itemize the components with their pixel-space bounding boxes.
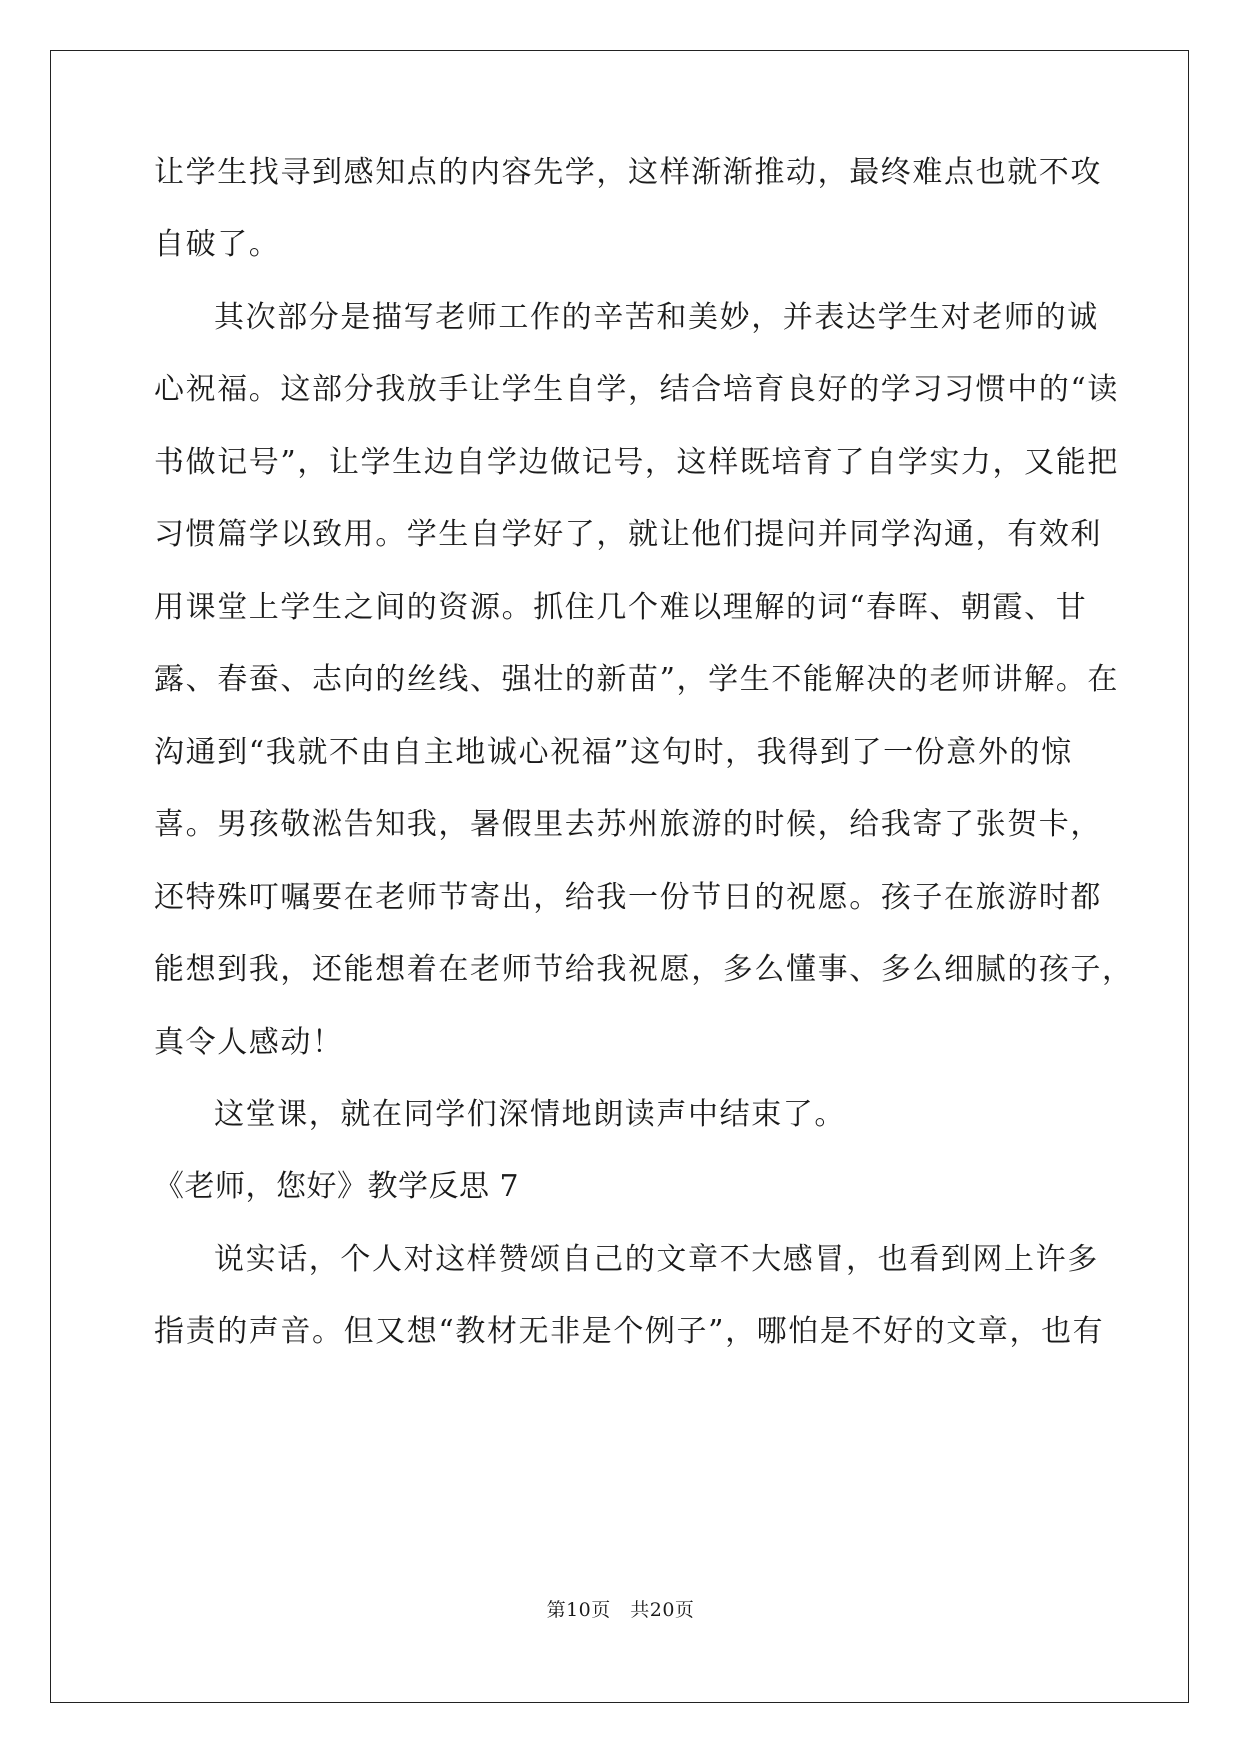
text-line: 自破了。	[154, 227, 281, 262]
section-heading: 《老师，您好》教学反思 7	[154, 1169, 520, 1204]
text-line: 这堂课，就在同学们深情地朗读声中结束了。	[214, 1097, 846, 1132]
text-line: 还特殊叮嘱要在老师节寄出，给我一份节日的祝愿。孩子在旅游时都	[154, 880, 1102, 915]
text-line: 真令人感动！	[154, 1025, 344, 1060]
text-line: 用课堂上学生之间的资源。抓住几个难以理解的词“春晖、朝霞、甘	[154, 590, 1088, 625]
text-line: 其次部分是描写老师工作的辛苦和美妙，并表达学生对老师的诚	[214, 300, 1099, 335]
text-line: 指责的声音。但又想“教材无非是个例子”，哪怕是不好的文章，也有	[154, 1314, 1105, 1349]
text-line: 沟通到“我就不由自主地诚心祝福”这句时，我得到了一份意外的惊	[154, 735, 1073, 770]
text-line: 让学生找寻到感知点的内容先学，这样渐渐推动，最终难点也就不攻	[154, 155, 1102, 190]
text-line: 露、春蚕、志向的丝线、强壮的新苗”，学生不能解决的老师讲解。在	[154, 662, 1119, 697]
text-line: 习惯篇学以致用。学生自学好了，就让他们提问并同学沟通，有效利	[154, 517, 1102, 552]
text-line: 说实话，个人对这样赞颂自己的文章不大感冒，也看到网上许多	[214, 1242, 1099, 1277]
text-line: 能想到我，还能想着在老师节给我祝愿，多么懂事、多么细腻的孩子，	[154, 952, 1134, 987]
text-line: 喜。男孩敬淞告知我，暑假里去苏州旅游的时候，给我寄了张贺卡，	[154, 807, 1102, 842]
text-line: 心祝福。这部分我放手让学生自学，结合培育良好的学习习惯中的“读	[154, 372, 1119, 407]
text-line: 书做记号”，让学生边自学边做记号，这样既培育了自学实力，又能把	[154, 445, 1119, 480]
page-number-footer: 第10页 共20页	[546, 1599, 695, 1621]
